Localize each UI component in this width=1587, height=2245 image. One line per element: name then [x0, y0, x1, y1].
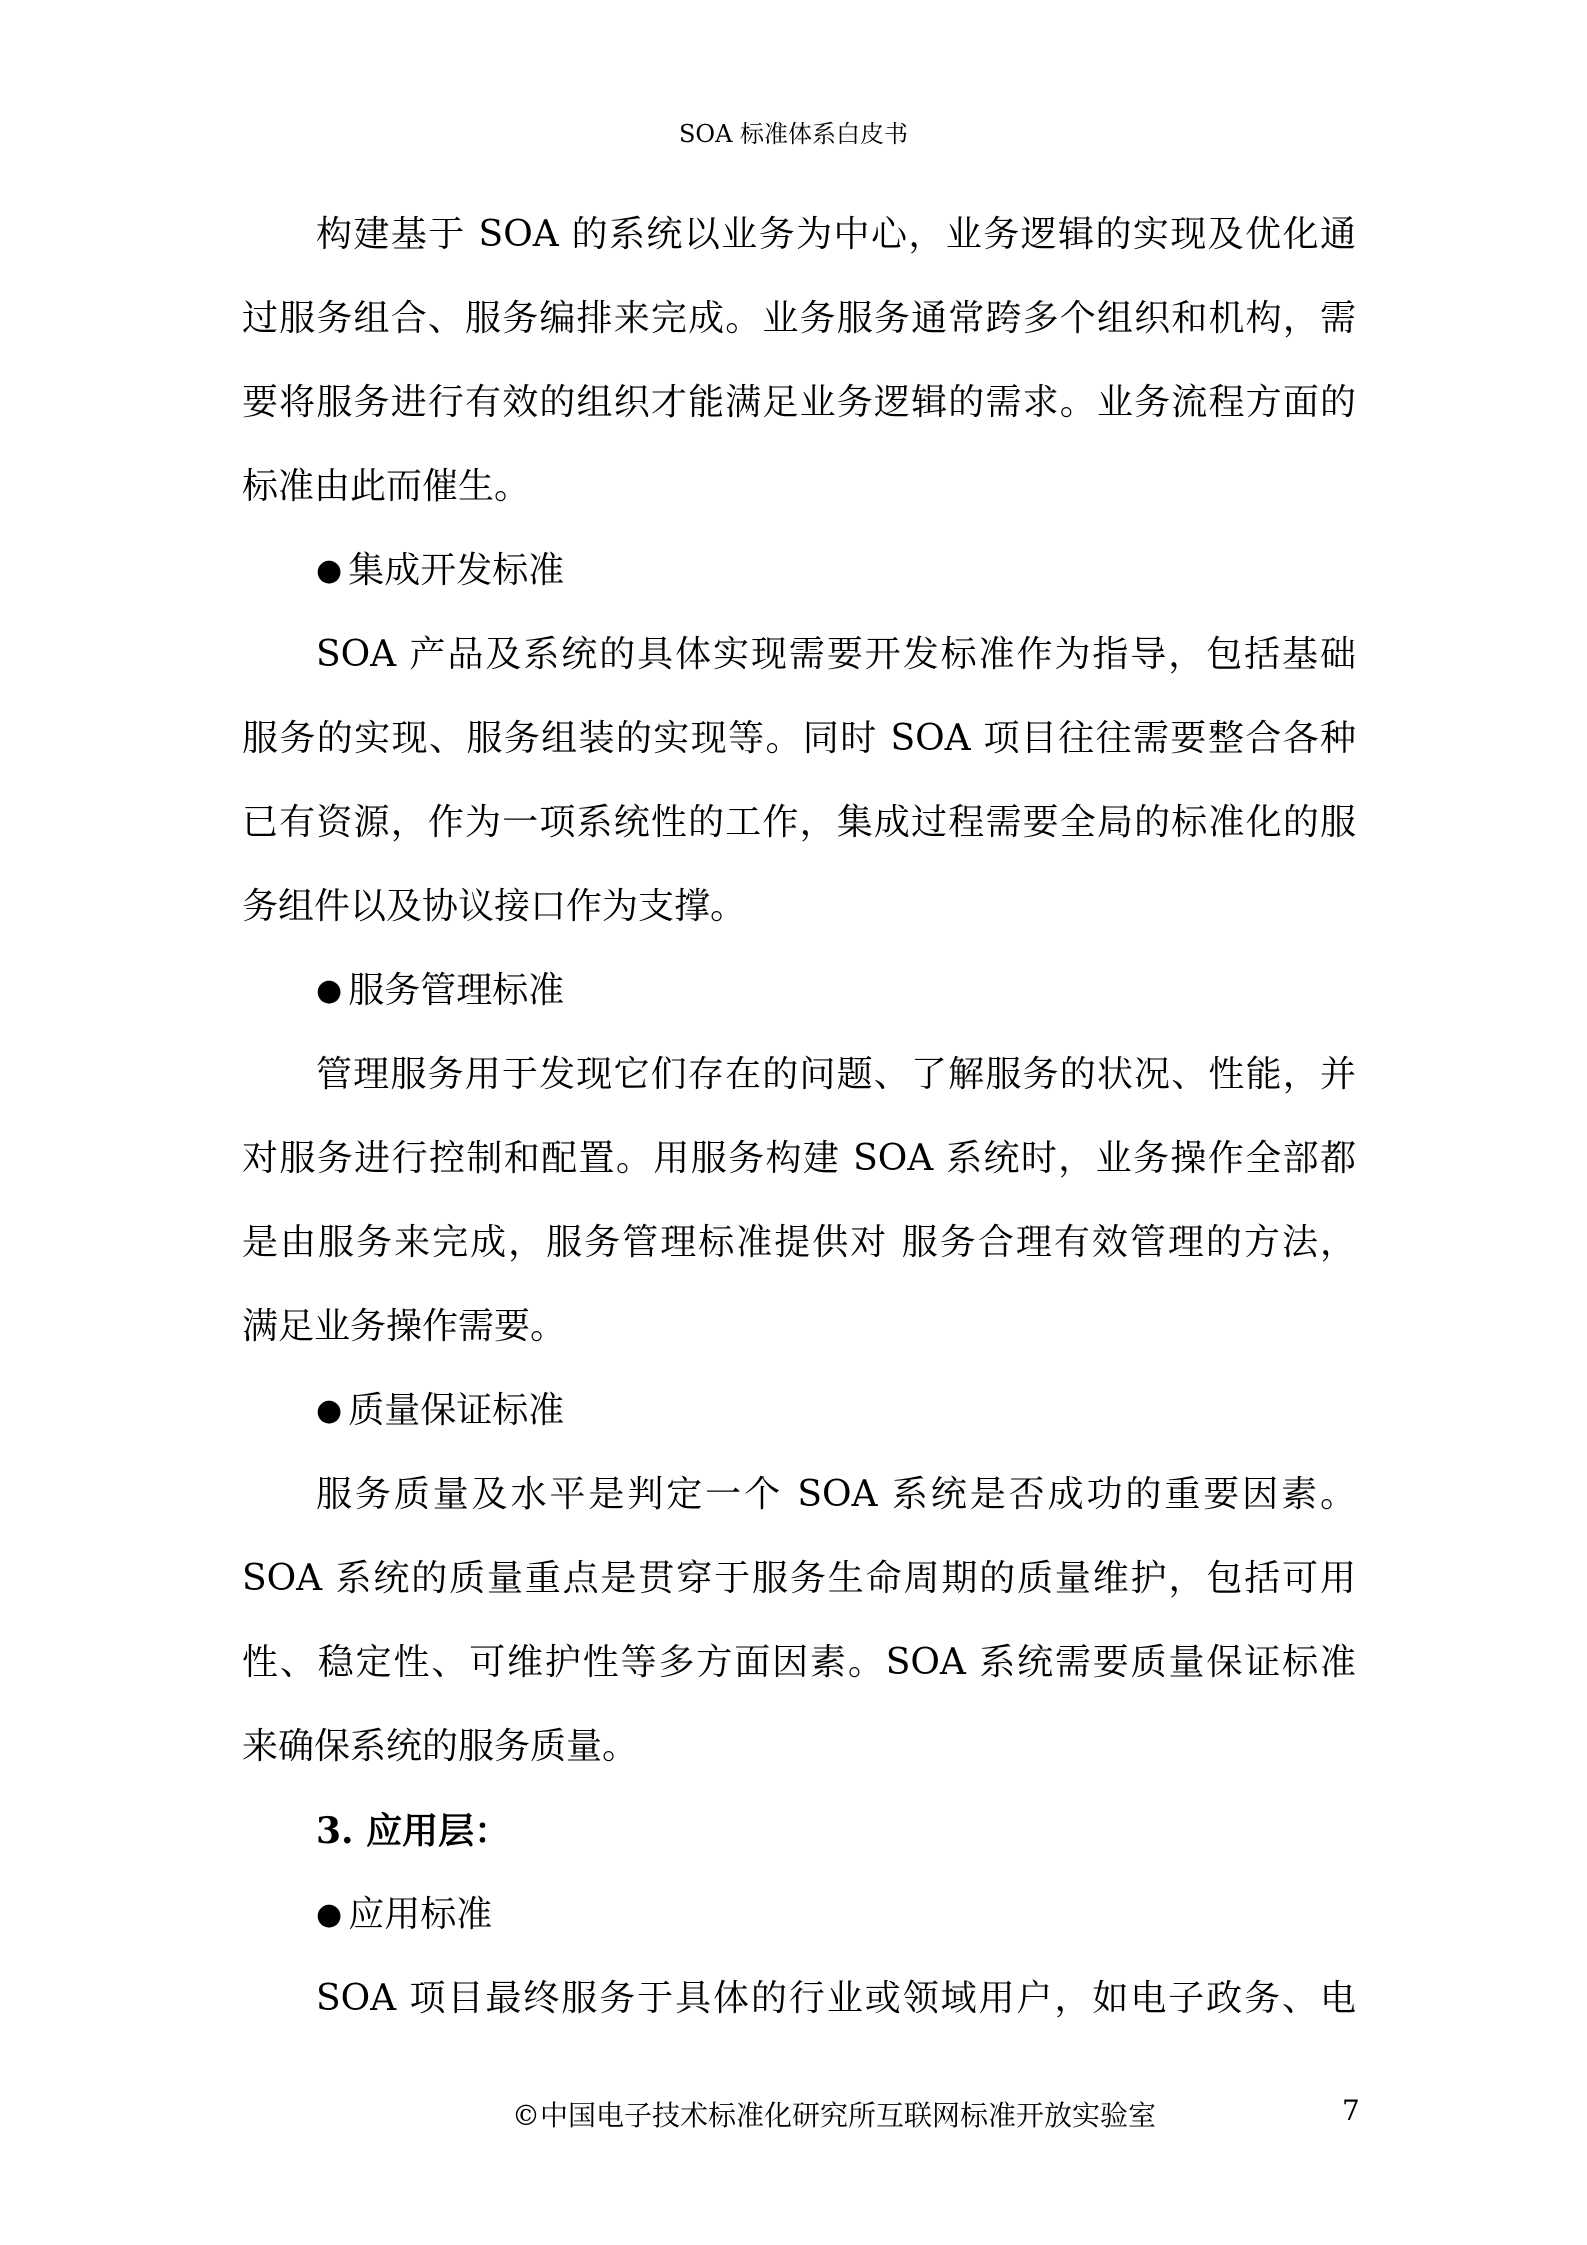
paragraph-line: 来确保系统的服务质量。: [242, 1726, 639, 1767]
bullet-icon: ●: [316, 1897, 343, 1932]
paragraph-line: SOA 产品及系统的具体实现需要开发标准作为指导，包括基础: [316, 634, 1356, 675]
bullet-icon: ●: [316, 1393, 343, 1428]
bullet-heading: [316, 1893, 1356, 1937]
paragraph-line: 标准由此而催生。: [242, 466, 531, 507]
paragraph-line: 过服务组合、服务编排来完成。业务服务通常跨多个组织和机构，需: [242, 298, 1356, 339]
paragraph-line: SOA 项目最终服务于具体的行业或领域用户，如电子政务、电: [316, 1978, 1356, 2019]
page-number: 7: [1342, 2094, 1360, 2127]
bullet-heading: [316, 549, 1356, 593]
bullet-heading-text: 应用标准: [348, 1894, 493, 1935]
bullet-heading-text: 集成开发标准: [348, 550, 565, 591]
section-heading: 3. 应用层：: [316, 1810, 511, 1852]
paragraph-line: 管理服务用于发现它们存在的问题、了解服务的状况、性能，并: [316, 1054, 1356, 1095]
paragraph-line: 构建基于 SOA 的系统以业务为中心，业务逻辑的实现及优化通: [316, 214, 1356, 255]
running-header: SOA 标准体系白皮书: [678, 120, 909, 148]
paragraph-line: 要将服务进行有效的组织才能满足业务逻辑的需求。业务流程方面的: [242, 382, 1356, 423]
paragraph-line: 性、稳定性、可维护性等多方面因素。SOA 系统需要质量保证标准: [242, 1642, 1356, 1683]
bullet-icon: ●: [316, 553, 343, 588]
paragraph-line: 满足业务操作需要。: [242, 1306, 567, 1347]
bullet-icon: ●: [316, 973, 343, 1008]
paragraph-line: 务组件以及协议接口作为支撑。: [242, 886, 747, 927]
paragraph-line: 是由服务来完成，服务管理标准提供对 服务合理有效管理的方法，: [242, 1222, 1356, 1263]
paragraph-line: SOA 系统的质量重点是贯穿于服务生命周期的质量维护，包括可用: [242, 1558, 1356, 1599]
paragraph-line: 已有资源，作为一项系统性的工作，集成过程需要全局的标准化的服: [242, 802, 1356, 843]
bullet-heading: [316, 969, 1356, 1013]
footer-copyright: ©中国电子技术标准化研究所互联网标准开放实验室: [512, 2099, 1157, 2132]
bullet-heading: [316, 1389, 1356, 1433]
paragraph-line: 服务的实现、服务组装的实现等。同时 SOA 项目往往需要整合各种: [242, 718, 1356, 759]
paragraph-line: 对服务进行控制和配置。用服务构建 SOA 系统时，业务操作全部都: [242, 1138, 1356, 1179]
bullet-heading-text: 质量保证标准: [348, 1390, 565, 1431]
paragraph-line: 服务质量及水平是判定一个 SOA 系统是否成功的重要因素。: [316, 1474, 1356, 1515]
bullet-heading-text: 服务管理标准: [348, 970, 565, 1011]
